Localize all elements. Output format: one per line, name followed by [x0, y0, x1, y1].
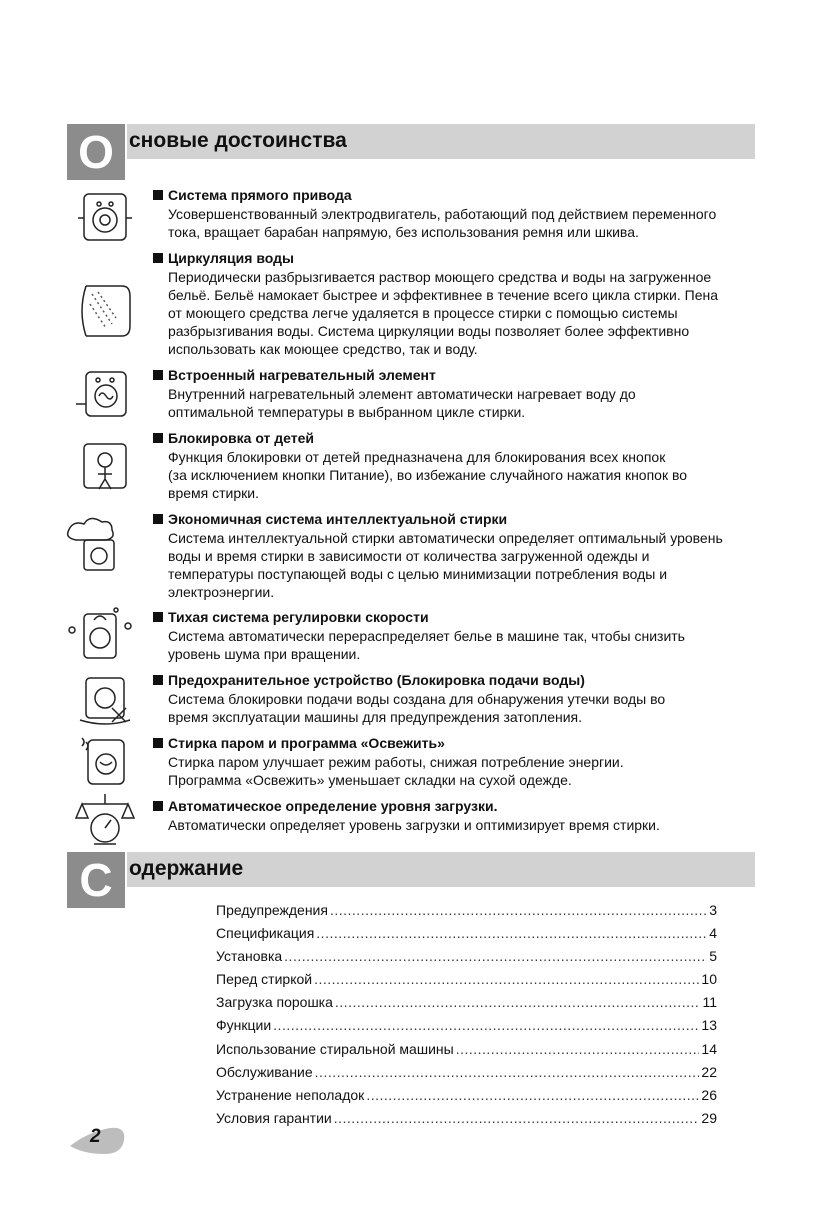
feature-item	[153, 249, 753, 358]
toc-entry-page: 3	[709, 902, 717, 918]
toc-entry[interactable]	[216, 1039, 717, 1059]
quiet-speed-icon	[66, 604, 132, 664]
toc-leader-dots	[335, 992, 701, 1012]
toc-entry[interactable]	[216, 1108, 717, 1128]
feature-title: Встроенный нагревательный элемент	[153, 366, 753, 385]
toc-entry-page: 5	[709, 948, 717, 964]
feature-description: Внутренний нагревательный элемент автоматически нагревает воду до оптимальной температуры в выбранном цикле стирки.	[168, 386, 636, 420]
toc-entry-label: Устранение неполадок	[216, 1087, 365, 1103]
feature-description: Автоматически определяет уровень загрузки и оптимизирует время стирки.	[168, 817, 660, 833]
page-number: 2	[90, 1126, 101, 1147]
feature-description: Система автоматически перераспределяет белье в машине так, чтобы снизить уровень шума при вращении.	[168, 628, 685, 662]
feature-description: Система блокировки подачи воды создана для обнаружения утечки воды во время эксплуатации машины для предупреждения затопления.	[168, 691, 666, 725]
feature-item	[153, 186, 753, 241]
feature-title: Стирка паром и программа «Освежить»	[153, 734, 753, 753]
feature-title: Предохранительное устройство (Блокировка подачи воды)	[153, 671, 753, 690]
toc-entry-page: 10	[701, 971, 717, 987]
toc-entry-page: 14	[701, 1041, 717, 1057]
toc-leader-dots	[316, 923, 707, 943]
toc-leader-dots	[314, 969, 699, 989]
scale-icon	[72, 790, 138, 850]
header-initial-letter: С	[67, 852, 125, 908]
toc-section-title: одержание	[129, 857, 244, 880]
toc-entry-page: 13	[701, 1017, 717, 1033]
toc-leader-dots	[366, 1085, 699, 1105]
feature-description: Функция блокировки от детей предназначена для блокирования всех кнопок (за исключением кнопки Питание), во избежание случайного нажатия кнопок во время стирки.	[168, 449, 688, 501]
feature-item	[153, 671, 753, 726]
feature-title: Блокировка от детей	[153, 429, 753, 448]
child-lock-icon	[72, 436, 138, 496]
toc-entry-label: Спецификация	[216, 925, 315, 941]
toc-entry-label: Условия гарантии	[216, 1110, 332, 1126]
feature-title: Автоматическое определение уровня загрузки.	[153, 797, 753, 816]
motor-icon	[72, 188, 138, 248]
toc-leader-dots	[456, 1039, 700, 1059]
toc-entry[interactable]	[216, 946, 717, 966]
feature-description: Стирка паром улучшает режим работы, снижая потребление энергии. Программа «Освежить» уменьшает складки на сухой одежде.	[168, 754, 624, 788]
water-circulation-icon	[72, 280, 138, 340]
feature-title: Тихая система регулировки скорости	[153, 608, 753, 627]
toc-entry[interactable]	[216, 1015, 717, 1035]
toc-entry[interactable]	[216, 900, 717, 920]
feature-title: Система прямого привода	[153, 186, 753, 205]
toc-entry-page: 29	[701, 1110, 717, 1126]
toc-entry-label: Использование стиральной машины	[216, 1041, 454, 1057]
feature-title: Циркуляция воды	[153, 249, 753, 268]
toc-entry[interactable]	[216, 992, 717, 1012]
smart-wash-icon	[62, 514, 128, 574]
heater-icon	[72, 366, 138, 426]
feature-description: Периодически разбрызгивается раствор моющего средства и воды на загруженное бельё. Бельё намокает быстрее и эффективнее в течение всего цикла стирки. Пена от моющего средства легче удаляется в процессе стирки с помощью системы разбрызгивания воды. Система циркуляции воды позволяет более эффективно использовать как моющее средство, так и воду.	[168, 269, 719, 357]
feature-item	[153, 366, 753, 421]
feature-title: Экономичная система интеллектуальной стирки	[153, 510, 753, 529]
toc-entry[interactable]	[216, 1085, 717, 1105]
toc-entry-page: 11	[702, 994, 717, 1010]
features-section-title: сновые достоинства	[129, 129, 347, 152]
steam-icon	[72, 732, 138, 792]
feature-description: Система интеллектуальной стирки автоматически определяет оптимальный уровень воды и время стирки в зависимости от количества загруженной одежды и температуры поступающей воды с целью минимизации потребления воды и электроэнергии.	[168, 530, 723, 600]
toc-entry[interactable]	[216, 1062, 717, 1082]
toc-leader-dots	[284, 946, 707, 966]
toc-leader-dots	[315, 1062, 700, 1082]
page-number-badge	[70, 1122, 126, 1156]
toc-entry-label: Установка	[216, 948, 283, 964]
toc-entry-page: 22	[701, 1064, 717, 1080]
toc-entry-label: Предупреждения	[216, 902, 328, 918]
water-safety-icon	[72, 670, 138, 730]
feature-item	[153, 429, 753, 502]
toc-entry-label: Перед стиркой	[216, 971, 313, 987]
feature-description: Усовершенствованный электродвигатель, работающий под действием переменного тока, вращает барабан напрямую, без использования ремня или шкива.	[168, 206, 717, 240]
toc-entry-label: Функции	[216, 1017, 272, 1033]
feature-item	[153, 510, 753, 601]
toc-leader-dots	[330, 900, 707, 920]
feature-item	[153, 797, 753, 834]
toc-leader-dots	[273, 1015, 699, 1035]
feature-item	[153, 734, 753, 789]
toc-entry-page: 26	[701, 1087, 717, 1103]
toc-leader-dots	[334, 1108, 700, 1128]
toc-entry-page: 4	[709, 925, 717, 941]
header-initial-letter: О	[67, 124, 125, 180]
toc-entry-label: Загрузка порошка	[216, 994, 333, 1010]
toc-entry[interactable]	[216, 969, 717, 989]
toc-entry[interactable]	[216, 923, 717, 943]
toc-entry-label: Обслуживание	[216, 1064, 313, 1080]
feature-item	[153, 608, 753, 663]
